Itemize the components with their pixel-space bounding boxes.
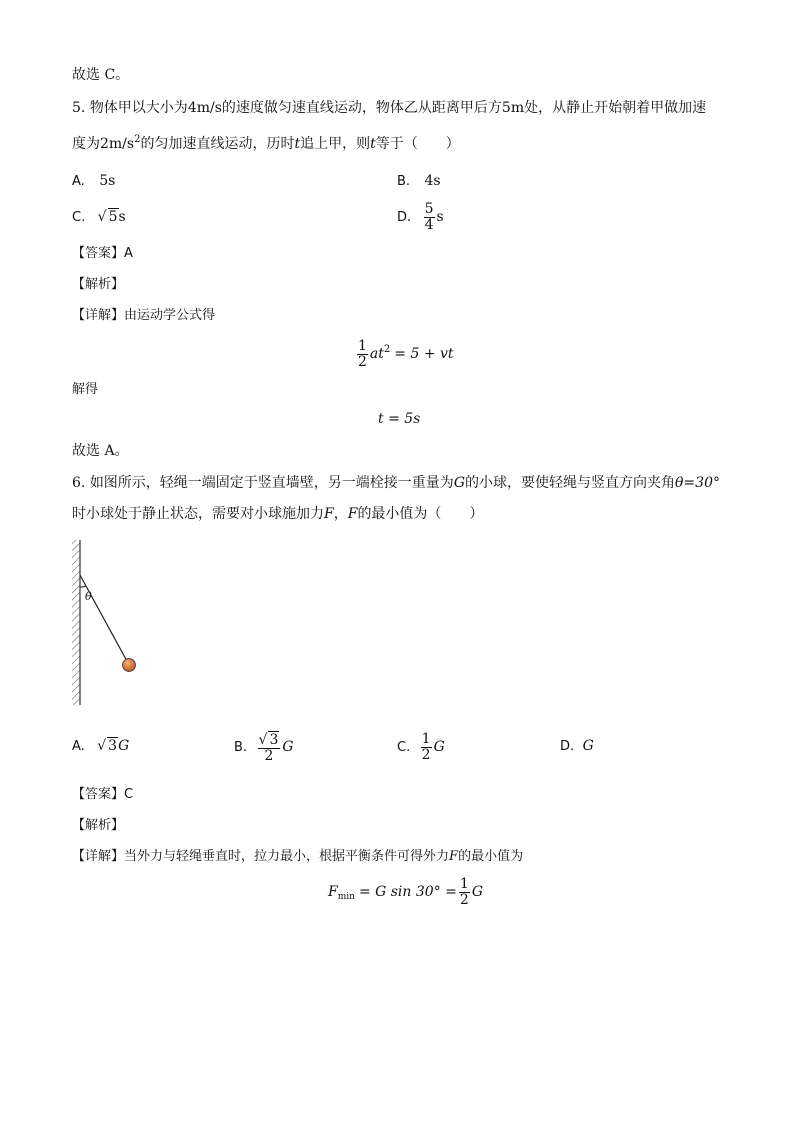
angle-arc [80, 586, 86, 587]
q6-answer [72, 785, 133, 805]
q6-option-c-label: C. [397, 740, 411, 755]
q5-option-a-value: 5s [99, 173, 116, 189]
q5-t-var-2: t [370, 136, 376, 152]
q6-stem-line1 [72, 473, 720, 493]
q5-option-b [397, 171, 441, 192]
q6-option-b-radicand: 3 [269, 731, 279, 748]
q5-stem-line2 [72, 134, 460, 154]
q5-detail [72, 306, 215, 326]
q6-analysis-tag: 【解析】 [72, 818, 125, 833]
q5-stem-g: 等于（ ） [375, 136, 460, 152]
q5-detail-tag: 【详解】 [72, 308, 125, 323]
wall-hatch [72, 540, 80, 705]
q6-option-b-var: G [282, 739, 294, 755]
angle-label: θ [85, 590, 92, 603]
q6-detail [72, 847, 523, 867]
q6-stem-line2 [72, 504, 483, 524]
q6-detail-text-a: 当外力与轻绳垂直时，拉力最小，根据平衡条件可得外力 [124, 849, 450, 864]
q5-answer-tag: 【答案】 [72, 246, 125, 261]
q5-stem-line1 [72, 98, 706, 118]
q6-equation [328, 872, 483, 912]
rope [80, 575, 128, 663]
q6-f-var: F [324, 506, 334, 522]
q5-accel-exp: 2 [134, 134, 141, 145]
q6-option-b-den: 2 [264, 747, 274, 764]
q5-stem-f: 追上甲，则 [300, 136, 371, 152]
q6-eq-lhs: F [328, 884, 338, 900]
q5-number: 5. [72, 100, 86, 116]
q5-analysis-tag: 【解析】 [72, 277, 125, 292]
prev-conclusion: 故选 C。 [72, 67, 130, 83]
q6-option-c-den: 2 [421, 746, 431, 763]
q5-option-b-label: B. [397, 174, 411, 189]
q6-option-d-var: G [582, 738, 594, 754]
q6-option-c [397, 727, 445, 768]
q6-eq-lhs-sub: min [337, 892, 355, 902]
q6-stem-a: 如图所示，轻绳一端固定于竖直墙壁，另一端栓接一重量为 [89, 475, 454, 491]
q5-stem-b: 的速度做匀速直线运动，物体乙从距离甲后方 [221, 100, 502, 116]
ball [123, 659, 136, 672]
q6-stem-b: 的小球，要使轻绳与竖直方向夹角 [465, 475, 675, 491]
q5-eq1-den: 2 [358, 353, 367, 370]
q5-stem-d: 度为 [72, 136, 100, 152]
q6-answer-value: C [124, 787, 134, 802]
q5-eq1-rhs: = 5 + vt [394, 346, 454, 362]
q6-detail-tag: 【详解】 [72, 849, 125, 864]
q6-number: 6. [72, 475, 86, 491]
q6-option-a-var: G [118, 738, 130, 754]
q6-detail-f-var: F [449, 849, 459, 864]
q6-f-var-2: F [347, 506, 358, 522]
q6-figure [66, 535, 156, 710]
q5-option-d-label: D. [397, 210, 412, 225]
q6-option-a-label: A. [72, 739, 85, 754]
q6-detail-text-b: 的最小值为 [458, 849, 524, 864]
q5-option-a [72, 171, 115, 192]
q5-speed: 4m/s [187, 100, 222, 116]
q6-option-a-radicand: 3 [108, 738, 118, 754]
q5-option-c-radicand: 5 [108, 209, 118, 225]
q6-eq-var: G [471, 884, 483, 900]
q6-angle: θ=30° [675, 475, 720, 491]
q5-stem-e: 的匀加速直线运动，历时 [140, 136, 295, 152]
q5-solve-label: 解得 [72, 382, 99, 397]
q5-eq1-body: at [369, 346, 384, 362]
q5-option-d-num: 5 [424, 200, 434, 217]
q5-option-d-den: 4 [424, 216, 434, 233]
q5-answer-value: A [124, 246, 133, 261]
q6-option-b: B. $\frac{√ 3}{2}$ G [234, 731, 294, 764]
q5-option-a-label: A. [72, 174, 85, 189]
q6-answer-tag: 【答案】 [72, 787, 125, 802]
q5-equation-2: t = 5s [378, 411, 421, 427]
q6-stem-c: 时小球处于静止状态，需要对小球施加力 [72, 506, 324, 522]
q5-option-d [397, 197, 444, 238]
q6-option-b-label: B. [234, 740, 248, 755]
q5-option-c: C. √ 5s [72, 209, 126, 225]
q5-distance: 5m [501, 100, 525, 116]
q5-stem-c: 处，从静止开始朝着甲做加速 [524, 100, 707, 116]
q6-eq-mid: = G sin 30° = [358, 884, 457, 900]
q5-option-c-label: C. [72, 210, 86, 225]
q6-stem-e: 的最小值为（ ） [357, 506, 484, 522]
q5-option-b-value: 4s [424, 173, 441, 189]
q5-accel: 2m/s [100, 136, 135, 152]
q6-option-a: A. √ 3G [72, 738, 130, 754]
q5-option-d-unit: s [436, 209, 444, 225]
q5-eq1-exp: 2 [383, 344, 391, 355]
q6-option-c-num: 1 [421, 730, 431, 747]
q5-equation-1 [355, 334, 454, 374]
q5-answer [72, 244, 133, 264]
q5-stem-a: 物体甲以大小为 [89, 100, 188, 116]
q5-option-c-unit: s [118, 209, 126, 225]
q6-option-c-var: G [433, 739, 445, 755]
q6-eq-num: 1 [459, 875, 469, 892]
q5-eq1-num: 1 [358, 337, 367, 354]
q6-g-var: G [453, 475, 465, 491]
q6-option-d-label: D. [560, 739, 575, 754]
q6-eq-den: 2 [459, 891, 469, 908]
q5-detail-text: 由运动学公式得 [124, 308, 216, 323]
q5-conclusion: 故选 A。 [72, 443, 129, 459]
q5-t-var: t [294, 136, 301, 152]
q6-option-d [560, 736, 594, 757]
q6-stem-d: ， [333, 506, 348, 522]
